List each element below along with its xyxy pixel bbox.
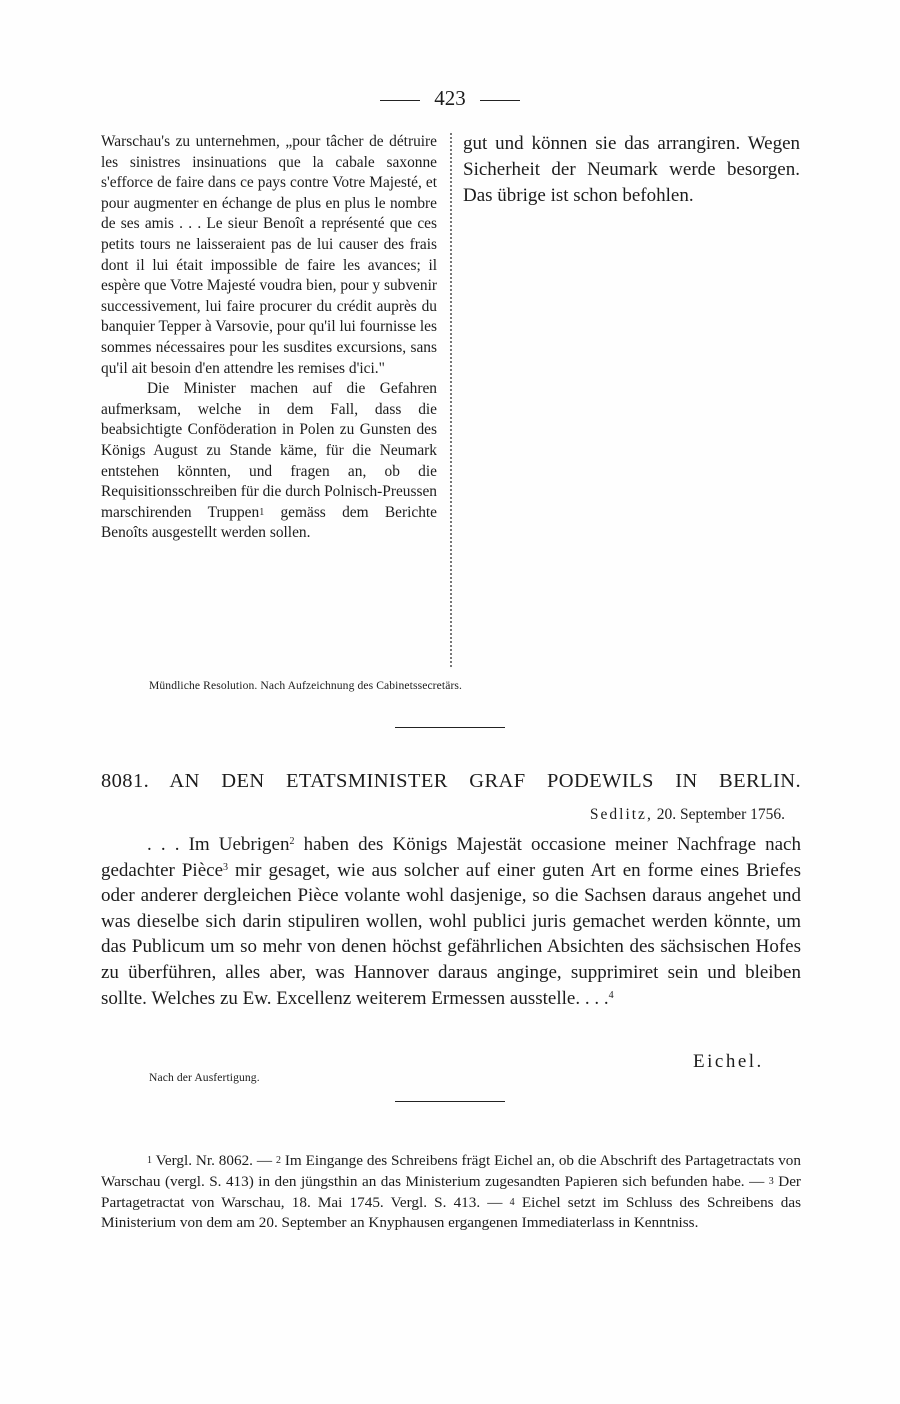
- header-rule-left: [380, 100, 420, 101]
- source-note: Nach der Ausfertigung.: [149, 1071, 260, 1084]
- section-divider-top: [395, 727, 505, 728]
- footnote-text-4: Eichel setzt im Schluss des Schreibens das Ministerium von dem am 20. September an Knyphausen ergangenen Immediaterlass in Kenntniss.: [101, 1193, 801, 1232]
- footnote-number-2: 2: [275, 1155, 281, 1166]
- left-paragraph-1: Warschau's zu unternehmen, „pour tâcher de détruire les sinistres insinuations que la cabale saxonne s'efforce de faire dans ce pays contre Votre Majesté, et pour augmenter en échange de plus en plus le nombre de ses amis . . . Le sieur Benoît a représenté que ces petits tours ne laisseraient pas de lui causer des frais dont il lui était impossible de faire les avances; il espère que Votre Majesté voudra bien, pour y subvenir successivement, lui faire procurer du crédit auprès du banquier Tepper à Varsovie, pour qu'il lui fournisse les sommes nécessaires pour les susdites excursions, sans qu'il ait besoin d'en attendre les remises d'ici.": [101, 133, 437, 377]
- page-number: 423: [434, 86, 466, 110]
- left-paragraph-2: [101, 379, 437, 544]
- document-body: [101, 832, 801, 1011]
- footnote-text-3: Der Partagetractat von Warschau, 18. Mai 1745. Vergl. S. 413. —: [101, 1172, 801, 1211]
- body-part-1: . . . Im Uebrigen: [147, 834, 290, 855]
- footnotes: [101, 1151, 801, 1234]
- footnote-ref-3: 3: [223, 861, 229, 873]
- document-paragraph: [101, 832, 801, 1011]
- footnote-number-3: 3: [768, 1175, 774, 1187]
- footnote-ref-4: 4: [608, 989, 614, 1001]
- document-place: Sedlitz,: [589, 806, 653, 823]
- footnote-ref-1: 1: [259, 506, 265, 518]
- footnote-text-2: Im Eingange des Schreibens frägt Eichel an, ob die Abschrift des Partagetractats von Warschau (vergl. S. 413) in den jüngsthin an das Ministerium zugesandten Papieren sich befunden habe. —: [101, 1152, 801, 1190]
- section-divider-bottom: [395, 1101, 505, 1102]
- royal-resolution-text: gut und können sie das arrangiren. Wegen Sicherheit der Neumark werde besorgen. Das übrige ist schon befohlen.: [463, 133, 800, 206]
- footnote-text-1: Vergl. Nr. 8062. —: [152, 1152, 276, 1169]
- column-divider: [450, 133, 452, 667]
- footnote-number-1: 1: [147, 1155, 152, 1166]
- right-column: [463, 131, 800, 208]
- body-part-2: haben des Königs Majestät occasione meiner Nachfrage nach gedachter Pièce: [101, 834, 801, 881]
- left-column: [101, 132, 437, 544]
- page-header: [0, 86, 900, 111]
- header-rule-right: [480, 100, 520, 101]
- document-title: 8081. AN DEN ETATSMINISTER GRAF PODEWILS IN BERLIN.: [101, 770, 801, 792]
- document-dateline: [517, 806, 785, 824]
- footnote-paragraph: [101, 1151, 801, 1234]
- left-paragraph-2-text: Die Minister machen auf die Gefahren aufmerksam, welche in dem Fall, dass die beabsichtigte Conföderation in Polen zu Gunsten des Königs August zu Stande käme, für die Neumark entstehen könnten, und fragen an, ob die Requisitionsschreiben für die durch Polnisch-Preussen marschirenden Truppen: [101, 380, 437, 521]
- body-part-3: mir gesaget, wie aus solcher auf einer guten Art en forme eines Briefes oder anderer dergleichen Pièce volante wohl dasjenige, so die Sachsen daraus angehet und was dieselbe sich darin stipuliren wollen, wohl publici juris gemachet werden könnte, um das Publicum um so mehr von denen höchst gefährlichen Absichten des sächsischen Hofes zu überführen, alles aber, was Hannover daraus anginge, supprimiret sein und bleiben sollte. Welches zu Ew. Excellenz weiterem Ermessen ausstelle. . . .: [101, 859, 801, 1009]
- document-date: 20. September 1756.: [656, 806, 785, 823]
- signature: Eichel.: [693, 1051, 764, 1072]
- resolution-note: Mündliche Resolution. Nach Aufzeichnung des Cabinetssecretärs.: [149, 679, 463, 692]
- left-paragraph-2-end: gemäss dem Berichte Benoîts ausgestellt werden sollen.: [101, 503, 437, 542]
- footnote-number-4: 4: [509, 1196, 515, 1208]
- footnote-ref-2: 2: [289, 836, 295, 847]
